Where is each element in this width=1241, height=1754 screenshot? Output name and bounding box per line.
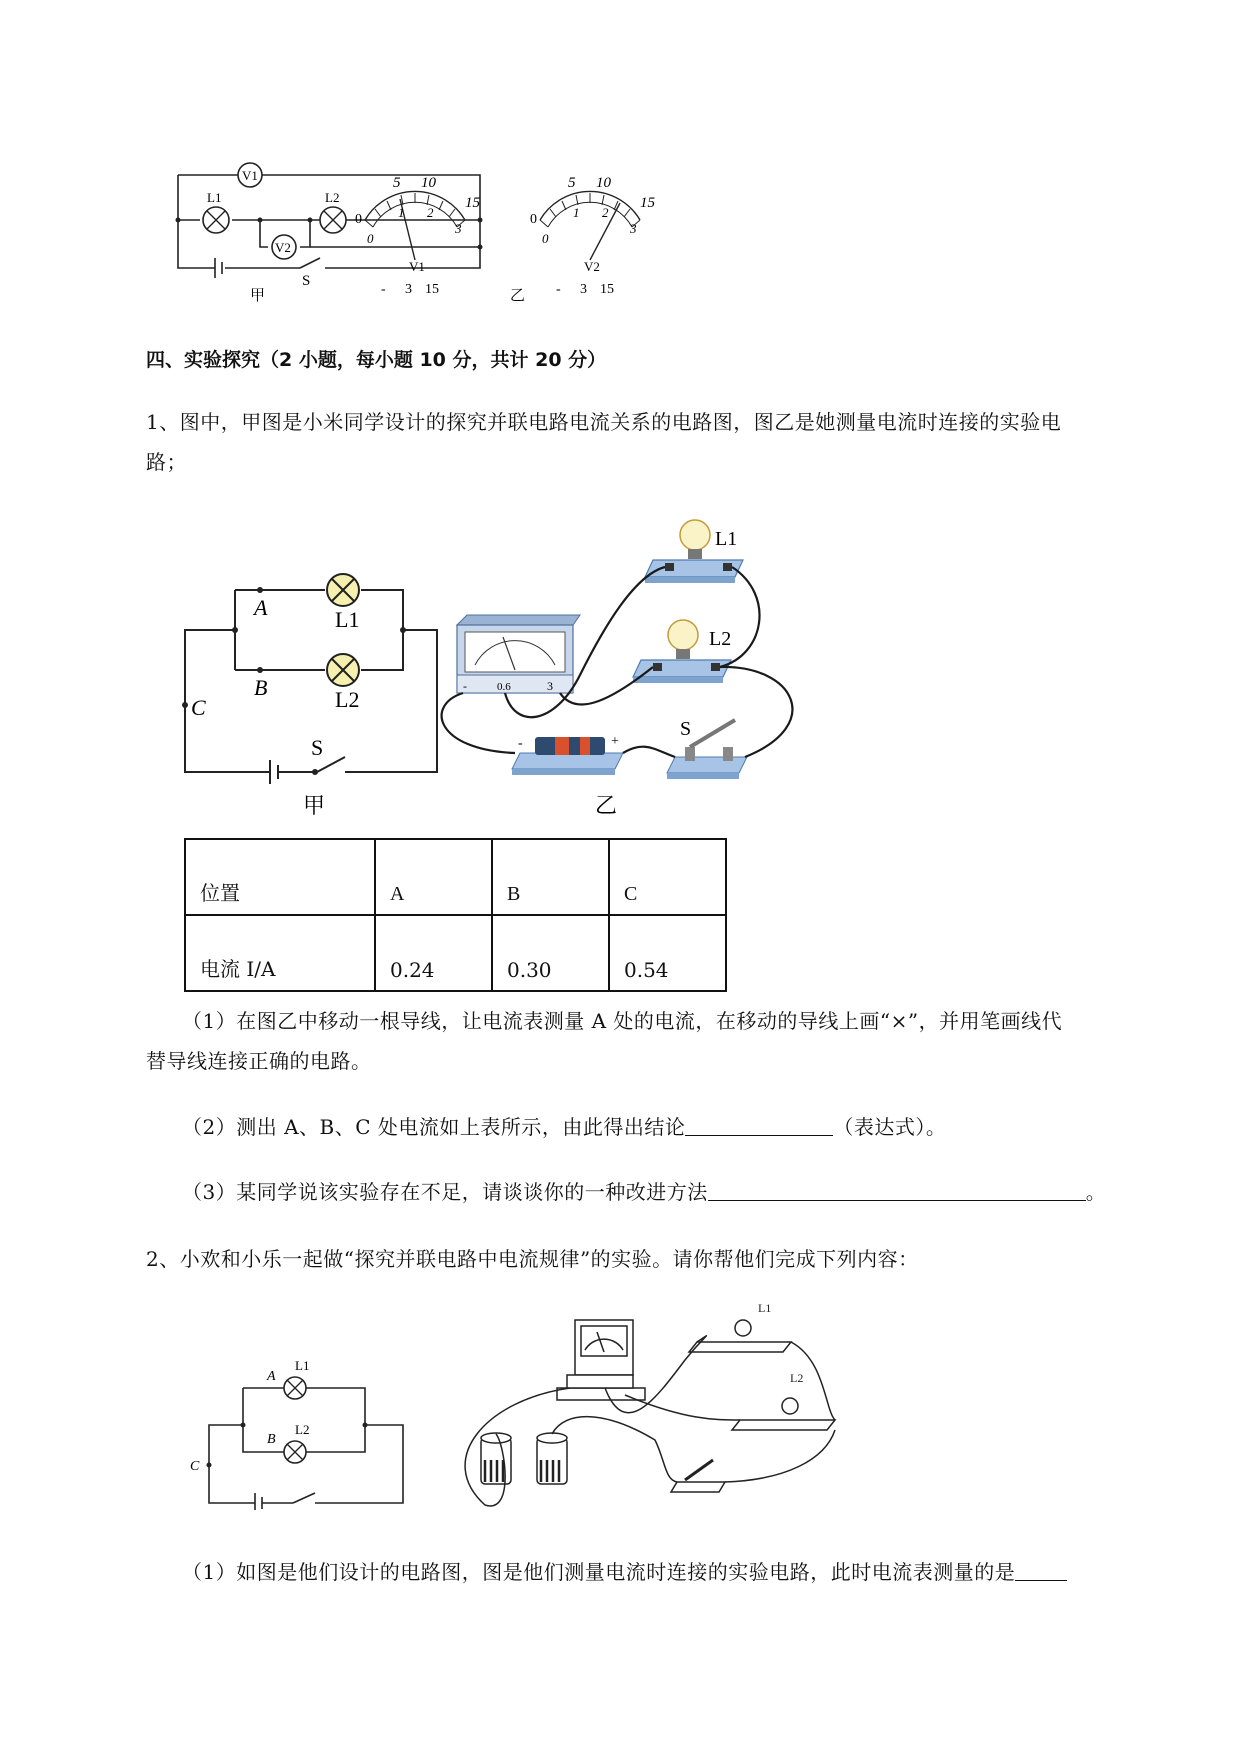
battery-neg: - xyxy=(518,736,523,751)
q2-stem: 2、小欢和小乐一起做“探究并联电路中电流规律”的实验。请你帮他们完成下列内容： xyxy=(146,1247,919,1271)
answer-blank-improvement[interactable] xyxy=(708,1178,1086,1201)
s-label: S xyxy=(302,273,311,289)
v2-dial-label: V2 xyxy=(584,259,600,274)
q2-label-l1: L1 xyxy=(295,1358,310,1373)
ammeter-term-neg: - xyxy=(463,679,467,693)
q1-sub1-line2: 替导线连接正确的电路。 xyxy=(146,1049,372,1073)
ammeter xyxy=(457,615,580,693)
table-row xyxy=(185,915,726,991)
v1-label: V1 xyxy=(242,168,258,183)
v1-scale-2: 2 xyxy=(427,205,434,220)
v1-scale-1: 1 xyxy=(398,205,405,220)
q2-physical-l2: L2 xyxy=(790,1371,804,1385)
ammeter-term-3: 3 xyxy=(547,679,553,693)
v2-scale-1: 1 xyxy=(573,205,580,220)
v1-scale-15: 15 xyxy=(465,195,480,211)
v2-scale-2: 2 xyxy=(602,205,609,220)
answer-blank-conclusion[interactable] xyxy=(685,1113,833,1136)
q2-label-b: B xyxy=(267,1432,276,1447)
q1-sub2 xyxy=(182,1107,946,1147)
svg-text:0: 0 xyxy=(530,212,537,227)
v2-scale-3: 3 xyxy=(630,221,637,236)
q2-sub1 xyxy=(182,1552,1067,1592)
battery-pos: + xyxy=(611,734,619,749)
top-figure xyxy=(160,150,720,310)
v2-scale-10: 10 xyxy=(596,175,611,191)
battery-holder xyxy=(512,734,623,775)
q1-label-s: S xyxy=(311,735,324,760)
v2-term-15: 15 xyxy=(600,282,614,297)
v1-term-15: 15 xyxy=(425,282,439,297)
q1-stem-line1: 1、图中，甲图是小米同学设计的探究并联电路电流关系的电路图，图乙是她测量电流时连接的实验电 xyxy=(146,410,1062,434)
v2-term-neg: - xyxy=(556,282,561,297)
q2-figure xyxy=(185,1300,865,1510)
answer-blank-ammeter[interactable] xyxy=(1015,1558,1067,1581)
table-cell: 0.54 xyxy=(609,915,726,991)
q1-label-b: B xyxy=(254,675,268,700)
top-caption-left: 甲 xyxy=(250,288,266,304)
q1-sub1-line1: （1）在图乙中移动一根导线，让电流表测量 A 处的电流，在移动的导线上画“×”，并用笔画线代 xyxy=(182,1009,1063,1033)
table-header-row xyxy=(185,839,726,915)
table-header-cell: 位置 xyxy=(185,839,375,915)
q1-caption-right: 乙 xyxy=(595,793,618,818)
q2-physical-l1: L1 xyxy=(758,1301,772,1315)
v1-term-3: 3 xyxy=(405,282,412,297)
q2-label-a: A xyxy=(267,1369,276,1384)
q1-label-l2: L2 xyxy=(335,687,360,712)
q1-physical-s: S xyxy=(680,718,692,740)
q1-sub3-before: （3）某同学说该实验存在不足，请谈谈你的一种改进方法 xyxy=(182,1180,708,1204)
q1-sub2-before: （2）测出 A、B、C 处电流如上表所示，由此得出结论 xyxy=(182,1115,686,1139)
q1-sub2-after: （表达式）。 xyxy=(833,1115,947,1139)
q2-label-c: C xyxy=(190,1459,200,1474)
q1-physical-l2: L2 xyxy=(709,628,732,650)
table-cell: 电流 I/A xyxy=(185,915,375,991)
q1-stem-line2: 路； xyxy=(146,450,187,474)
q1-label-l1: L1 xyxy=(335,607,360,632)
v1-scale-3: 3 xyxy=(455,221,462,236)
q1-label-a: A xyxy=(254,595,268,620)
v2-term-3: 3 xyxy=(580,282,587,297)
ammeter-term-06: 0.6 xyxy=(497,681,511,693)
v1-scale-5: 5 xyxy=(393,175,401,191)
svg-text:0: 0 xyxy=(367,231,374,246)
v1-term-neg: - xyxy=(381,282,386,297)
v2-label: V2 xyxy=(275,240,291,255)
q1-caption-left: 甲 xyxy=(303,793,326,818)
voltmeter-dial-v1 xyxy=(355,175,481,297)
q1-data-table xyxy=(184,838,727,992)
q1-figure xyxy=(175,515,855,820)
l1-label: L1 xyxy=(207,190,222,205)
v2-scale-5: 5 xyxy=(568,175,576,191)
section-title: 四、实验探究（2 小题，每小题 10 分，共计 20 分） xyxy=(146,349,607,371)
q1-sub3-after: 。 xyxy=(1085,1180,1107,1204)
table-header-cell: B xyxy=(492,839,609,915)
bulb-board-l2 xyxy=(633,620,731,683)
voltmeter-dial-v2 xyxy=(530,175,656,297)
v1-scale-10: 10 xyxy=(421,175,436,191)
q1-sub3 xyxy=(182,1172,1106,1212)
switch-board xyxy=(667,718,747,779)
table-header-cell: C xyxy=(609,839,726,915)
q2-sub1-text: （1）如图是他们设计的电路图，图是他们测量电流时连接的实验电路，此时电流表测量的是 xyxy=(182,1560,1016,1584)
q1-label-c: C xyxy=(191,695,206,720)
table-cell: 0.30 xyxy=(492,915,609,991)
bulb-board-l1 xyxy=(645,520,743,583)
top-caption-right: 乙 xyxy=(510,288,526,304)
q2-label-l2: L2 xyxy=(295,1422,310,1437)
svg-text:0: 0 xyxy=(355,212,362,227)
v2-scale-15: 15 xyxy=(640,195,655,211)
table-header-cell: A xyxy=(375,839,492,915)
v1-dial-label: V1 xyxy=(409,259,425,274)
svg-text:0: 0 xyxy=(542,231,549,246)
l2-label: L2 xyxy=(325,190,340,205)
q1-physical-l1: L1 xyxy=(715,528,738,550)
table-cell: 0.24 xyxy=(375,915,492,991)
